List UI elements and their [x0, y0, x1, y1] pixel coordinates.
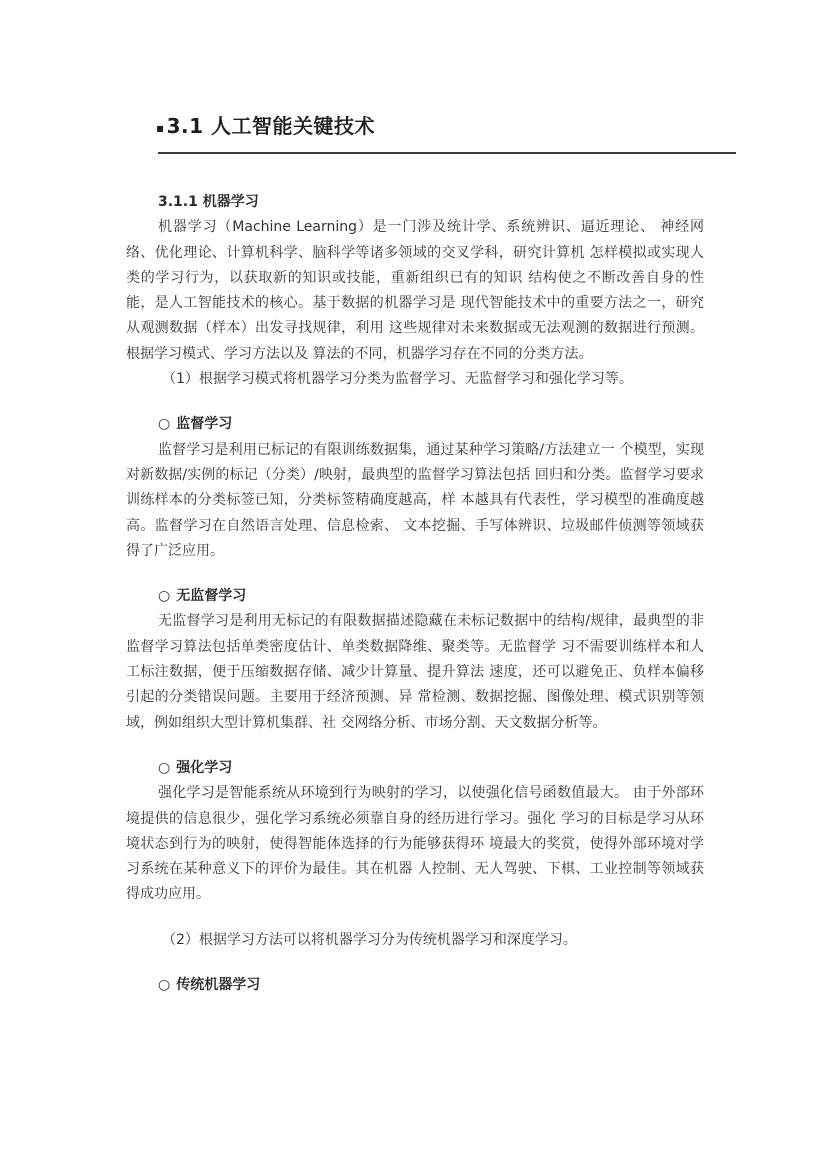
unsupervised-paragraph: 无监督学习是利用无标记的有限数据描述隐藏在未标记数据中的结构/规律，最典型的非监督学习算法包括单类密度估计、单类数据降维、聚类等。无监督学 习不需要训练样本和人工标注数据，便于压缩数据存储、减少计算量、提升算法 速度，还可以避免正、负样本偏移引起的分类错误问题。主要用于经济预测、异 常检测、数据挖掘、图像处理、模式识别等领域，例如组织大型计算机集群、社 交网络分析、市场分割、天文数据分析等。: [126, 613, 704, 731]
square-bullet-icon: ▪: [156, 120, 165, 135]
chapter-title: [156, 110, 375, 139]
subheading-reinforcement: ○ 强化学习: [158, 759, 233, 776]
chapter-title-text: 3.1 人工智能关键技术: [166, 114, 376, 138]
circle-bullet-icon: ○: [158, 977, 171, 994]
subheading-unsupervised: ○ 无监督学习: [158, 588, 247, 605]
section-heading: 3.1.1 机器学习: [158, 194, 259, 210]
classification-1: （1）根据学习模式将机器学习分类为监督学习、无监督学习和强化学习等。: [162, 371, 633, 388]
circle-bullet-icon: ○: [158, 759, 171, 776]
supervised-paragraph: 监督学习是利用已标记的有限训练数据集，通过某种学习策略/方法建立一 个模型，实现对新数据/实例的标记（分类）/映射，最典型的监督学习算法包括 回归和分类。监督学习要求训练样本的分类标签已知，分类标签精确度越高，样 本越具有代表性，学习模型的准确度越高。监督学习在自然语言处理、信息检索、 文本挖掘、手写体辨识、垃圾邮件侦测等领域获得了广泛应用。: [126, 441, 704, 559]
circle-bullet-icon: ○: [158, 416, 171, 433]
reinforcement-paragraph: 强化学习是智能系统从环境到行为映射的学习，以使强化信号函数值最大。 由于外部环境提供的信息很少，强化学习系统必须靠自身的经历进行学习。强化 学习的目标是学习从环境状态到行为的映射，使得智能体选择的行为能够获得环 境最大的奖赏，使得外部环境对学习系统在某种意义下的评价为最佳。其在机器 人控制、无人驾驶、下棋、工业控制等领域获得成功应用。: [126, 785, 704, 903]
classification-2: （2）根据学习方法可以将机器学习分为传统机器学习和深度学习。: [162, 931, 577, 948]
title-divider: [158, 152, 736, 154]
circle-bullet-icon: ○: [158, 588, 171, 605]
intro-paragraph: 机器学习（Machine Learning）是一门涉及统计学、系统辨识、逼近理论、 神经网络、优化理论、计算机科学、脑科学等诸多领域的交叉学科，研究计算机 怎样模拟或实现人类的学习行为，以获取新的知识或技能，重新组织已有的知识 结构使之不断改善自身的性能，是人工智能技术的核心。基于数据的机器学习是 现代智能技术中的重要方法之一，研究从观测数据（样本）出发寻找规律，利用 这些规律对未来数据或无法观测的数据进行预测。根据学习模式、学习方法以及 算法的不同，机器学习存在不同的分类方法。: [126, 219, 704, 362]
section-content: [126, 190, 704, 998]
subheading-supervised: ○ 监督学习: [158, 416, 233, 433]
subheading-traditional: ○ 传统机器学习: [158, 977, 261, 994]
